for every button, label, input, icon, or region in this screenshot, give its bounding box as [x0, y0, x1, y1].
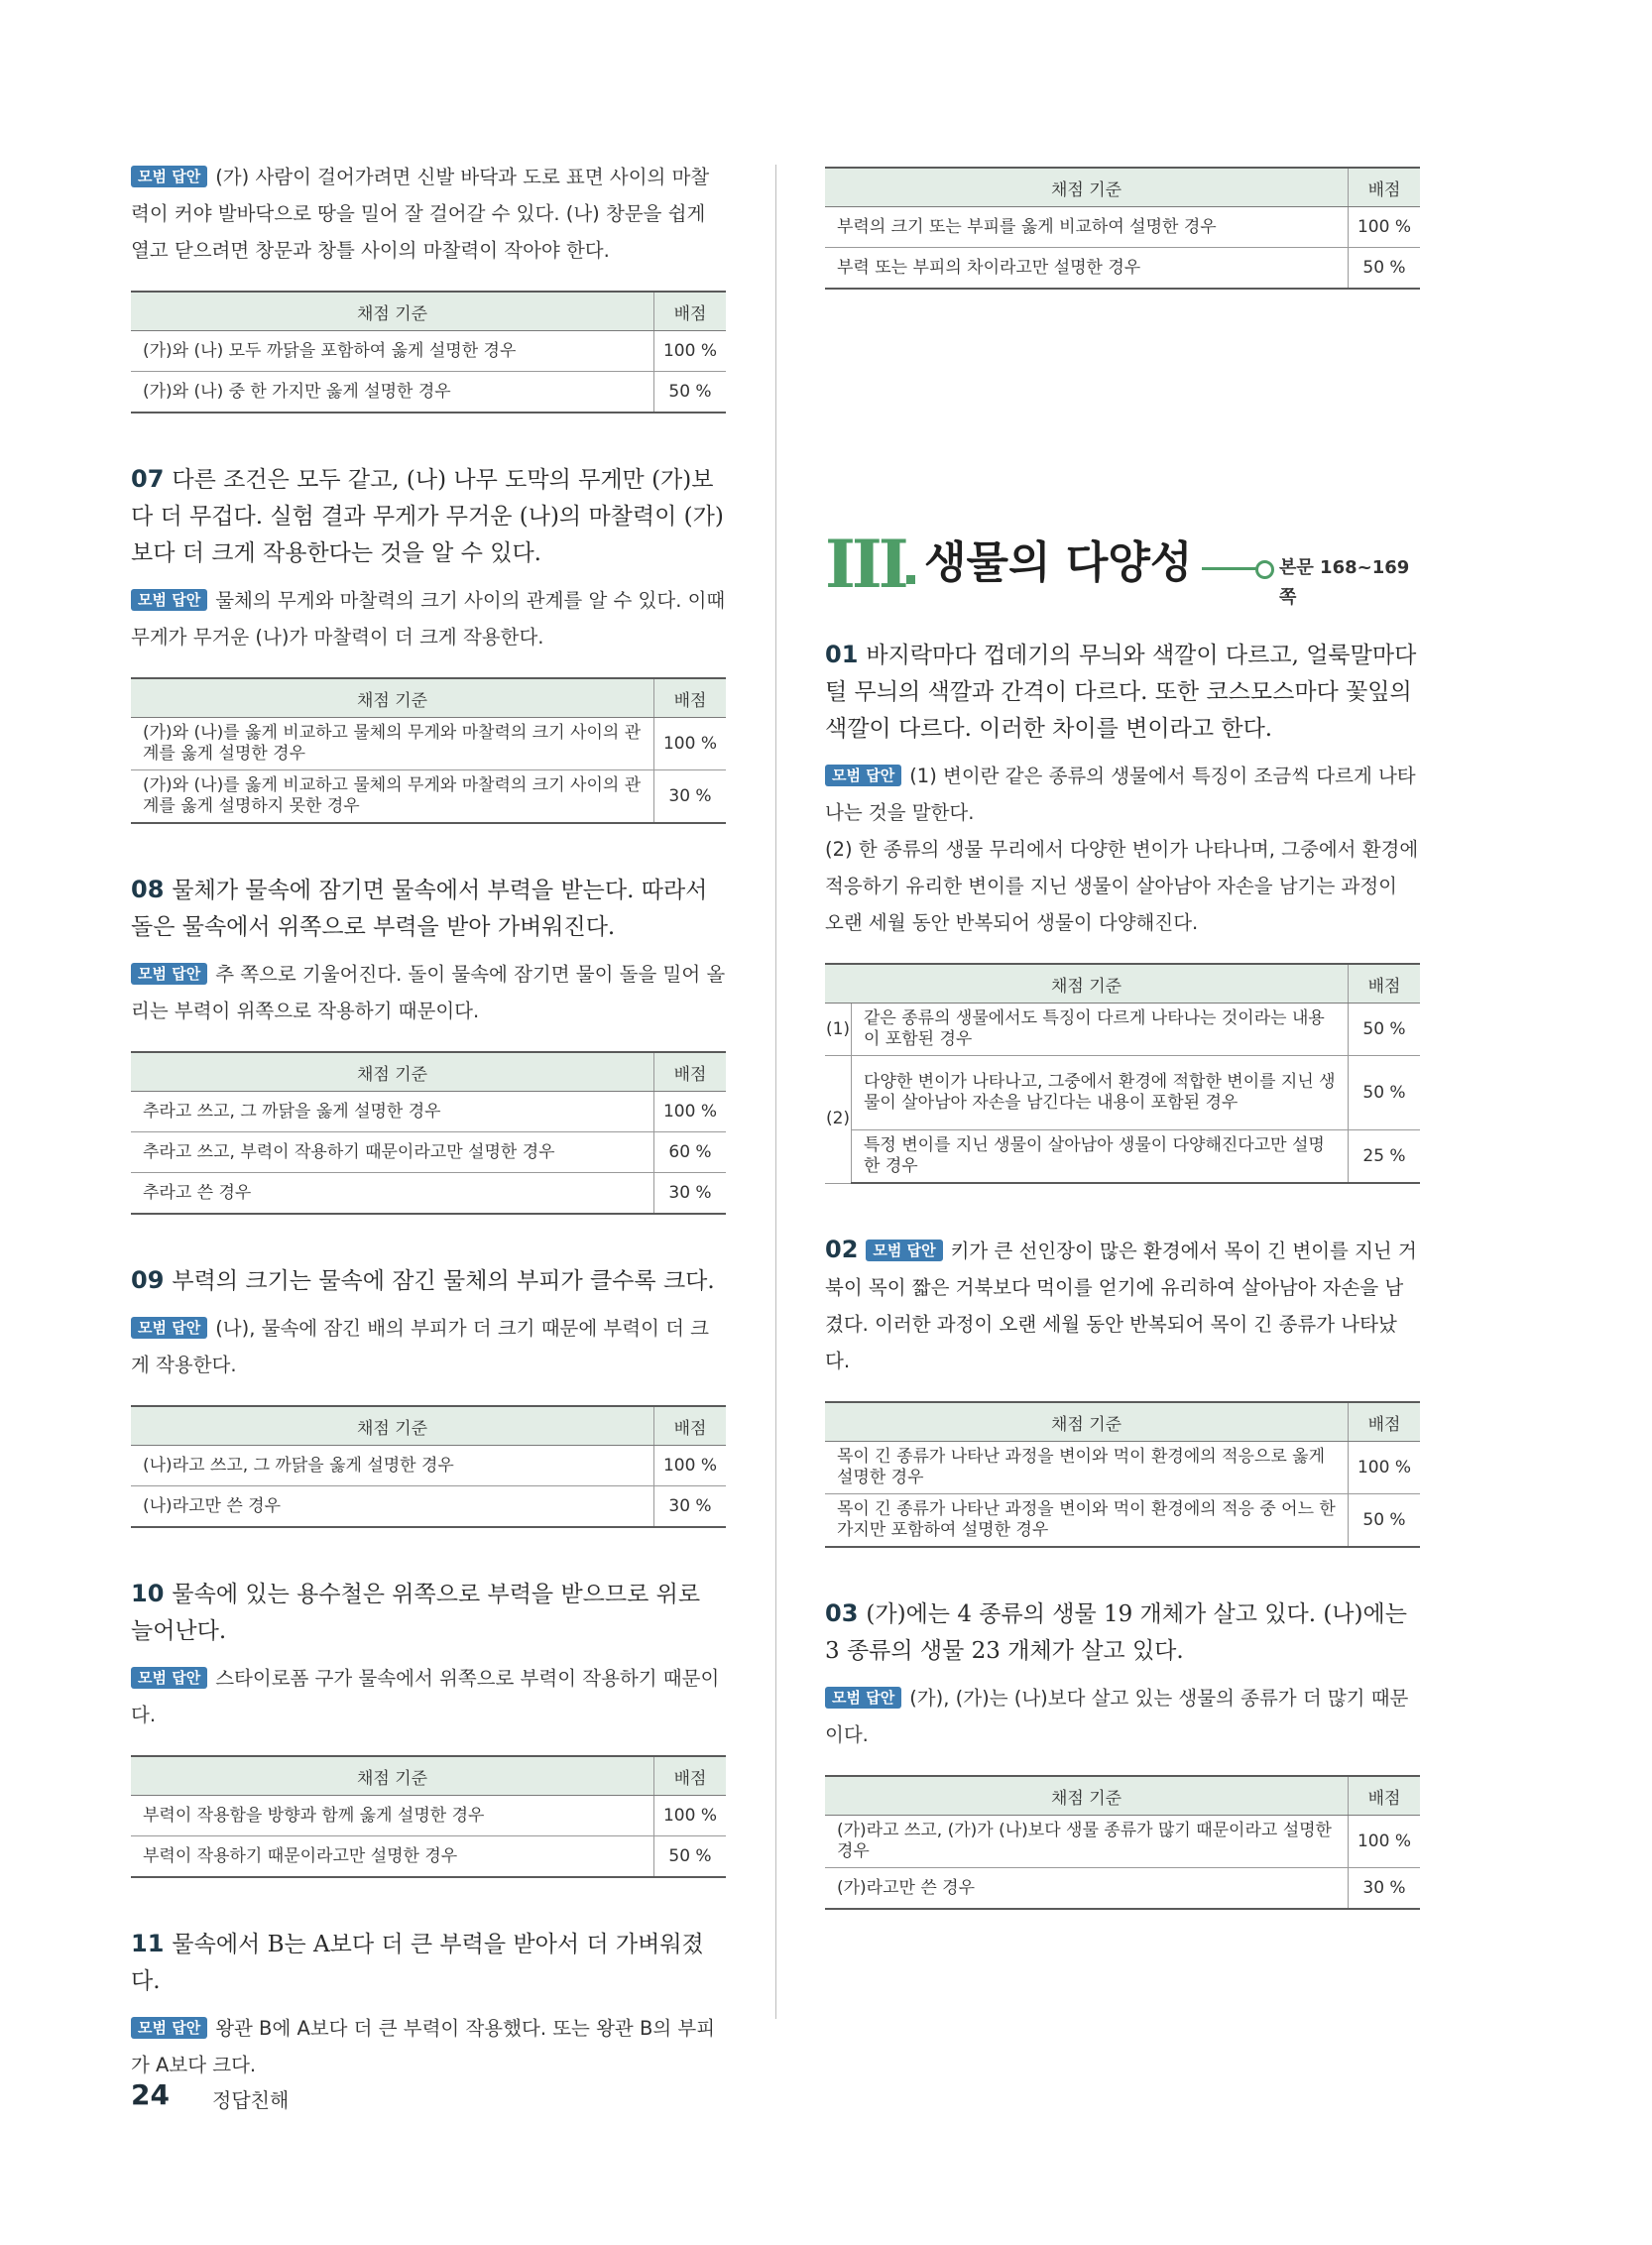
section-circle-icon [1255, 560, 1274, 579]
table-row: (가)라고 쓰고, (가)가 (나)보다 생물 종류가 많기 때문이라고 설명한 경우 100 % [825, 1816, 1420, 1868]
model-answer-badge: 모범 답안 [131, 1667, 207, 1689]
q08-model-answer: 모범 답안 추 쪽으로 기울어진다. 돌이 물속에 잠기면 물이 돌을 밀어 올리는 부력이 위쪽으로 작용하기 때문이다. [131, 963, 726, 1022]
table-row: 부력의 크기 또는 부피를 옳게 비교하여 설명한 경우 100 % [825, 207, 1420, 248]
question-08 [131, 872, 726, 1215]
question-number: 09 [131, 1266, 165, 1294]
section-header [825, 528, 1420, 607]
model-answer-badge: 모범 답안 [131, 589, 207, 611]
footer-label: 정답친해 [212, 2088, 290, 2112]
q09-scoring-table: 채점 기준 배점 (나)라고 쓰고, 그 까닭을 옳게 설명한 경우 100 % (나)라고만 쓴 경우 30 % [131, 1405, 726, 1528]
question-03 [825, 1595, 1420, 1910]
table-row: 부력이 작용하기 때문이라고만 설명한 경우 50 % [131, 1836, 726, 1878]
q01-scoring-table: 채점 기준 배점 (1) 같은 종류의 생물에서도 특징이 다르게 나타나는 것이라는 내용이 포함된 경우 50 % (2) 다양한 변이가 나타나고, 그중에서 환경에 적합한 변이를 지닌 생물이 살아남아 자손을 남긴다는 내용이 포함된 경우 50 % 특정 변이를 지닌 생물이 살아남아 생물이 다양해진다고만 설명한 경우 25 % [825, 963, 1420, 1184]
criteria-header: 채점 기준 [131, 292, 654, 331]
table-row: 목이 긴 종류가 나타난 과정을 변이와 먹이 환경에의 적응으로 옳게 설명한 경우 100 % [825, 1442, 1420, 1494]
table-row: 목이 긴 종류가 나타난 과정을 변이와 먹이 환경에의 적응 중 어느 한 가지만 포함하여 설명한 경우 50 % [825, 1494, 1420, 1548]
question-text: 부력의 크기는 물속에 잠긴 물체의 부피가 클수록 크다. [172, 1268, 715, 1294]
table-row: (나)라고 쓰고, 그 까닭을 옳게 설명한 경우 100 % [131, 1446, 726, 1486]
model-answer-badge: 모범 답안 [131, 1317, 207, 1339]
q02-model-answer: 키가 큰 선인장이 많은 환경에서 목이 긴 변이를 지닌 거북이 목이 짧은 거북보다 먹이를 얻기에 유리하여 살아남아 자손을 남겼다. 이러한 과정이 오랜 세월 동안 반복되어 목이 긴 종류가 나타났다. [825, 1240, 1417, 1372]
question-text: (가)에는 4 종류의 생물 19 개체가 살고 있다. (나)에는 3 종류의 생물 23 개체가 살고 있다. [825, 1601, 1407, 1664]
section-title: 생물의 다양성 [924, 537, 1193, 588]
model-answer-badge: 모범 답안 [825, 765, 901, 786]
question-number: 11 [131, 1930, 165, 1957]
question-number: 02 [825, 1236, 859, 1263]
q11-model-answer: 모범 답안 왕관 B에 A보다 더 큰 부력이 작용했다. 또는 왕관 B의 부피가 A보다 크다. [131, 2017, 716, 2076]
q09-model-answer: 모범 답안 (나), 물속에 잠긴 배의 부피가 더 크기 때문에 부력이 더 크게 작용한다. [131, 1317, 710, 1376]
table-row: (가)와 (나)를 옳게 비교하고 물체의 무게와 마찰력의 크기 사이의 관계를 옳게 설명하지 못한 경우 30 % [131, 770, 726, 824]
table-row: (가)와 (나) 모두 까닭을 포함하여 옳게 설명한 경우 100 % [131, 331, 726, 372]
column-divider [775, 165, 776, 2019]
table-row: (가)와 (나) 중 한 가지만 옳게 설명한 경우 50 % [131, 372, 726, 414]
question-text: 바지락마다 껍데기의 무늬와 색깔이 다르고, 얼룩말마다 털 무늬의 색깔과 간격이 다르다. 또한 코스모스마다 꽃잎의 색깔이 다르다. 이러한 차이를 변이라고 한다. [825, 643, 1417, 742]
table-row: 추라고 쓰고, 그 까닭을 옳게 설명한 경우 100 % [131, 1092, 726, 1132]
q10-scoring-table: 채점 기준 배점 부력이 작용함을 방향과 함께 옳게 설명한 경우 100 % 부력이 작용하기 때문이라고만 설명한 경우 50 % [131, 1755, 726, 1878]
question-text: 물체가 물속에 잠기면 물속에서 부력을 받는다. 따라서 돌은 물속에서 위쪽으로 부력을 받아 가벼워진다. [131, 878, 708, 940]
question-number: 01 [825, 641, 859, 668]
question-number: 03 [825, 1599, 859, 1627]
q10-model-answer: 모범 답안 스타이로폼 구가 물속에서 위쪽으로 부력이 작용하기 때문이다. [131, 1667, 720, 1726]
table-row: 특정 변이를 지닌 생물이 살아남아 생물이 다양해진다고만 설명한 경우 25 % [825, 1130, 1420, 1184]
question-10 [131, 1576, 726, 1878]
section-connector-line [1202, 567, 1259, 570]
question-02 [825, 1232, 1420, 1548]
section-page-reference: 본문 168~169쪽 [1279, 557, 1410, 608]
q03-model-answer: 모범 답안 (가), (가)는 (나)보다 살고 있는 생물의 종류가 더 많기 때문이다. [825, 1687, 1409, 1746]
q03-scoring-table: 채점 기준 배점 (가)라고 쓰고, (가)가 (나)보다 생물 종류가 많기 때문이라고 설명한 경우 100 % (가)라고만 쓴 경우 30 % [825, 1775, 1420, 1910]
q08-scoring-table: 채점 기준 배점 추라고 쓰고, 그 까닭을 옳게 설명한 경우 100 % 추라고 쓰고, 부력이 작용하기 때문이라고만 설명한 경우 60 % 추라고 쓴 경우 30 % [131, 1051, 726, 1215]
model-answer-badge: 모범 답안 [131, 2017, 207, 2039]
model-answer-badge: 모범 답안 [866, 1240, 942, 1261]
score-header: 배점 [654, 292, 727, 331]
q02-scoring-table: 채점 기준 배점 목이 긴 종류가 나타난 과정을 변이와 먹이 환경에의 적응으로 옳게 설명한 경우 100 % 목이 긴 종류가 나타난 과정을 변이와 먹이 환경에의 적응 중 어느 한 가지만 포함하여 설명한 경우 50 % [825, 1401, 1420, 1548]
q06-model-answer: 모범 답안 (가) 사람이 걸어가려면 신발 바닥과 도로 표면 사이의 마찰력이 커야 발바닥으로 땅을 밀어 잘 걸어갈 수 있다. (나) 창문을 쉽게 열고 닫으려면 창문과 창틀 사이의 마찰력이 작아야 한다. [131, 166, 710, 262]
page-number: 24 [131, 2078, 170, 2111]
model-answer-badge: 모범 답안 [825, 1687, 901, 1709]
question-number: 07 [131, 465, 165, 493]
table-row: (나)라고만 쓴 경우 30 % [131, 1486, 726, 1528]
table-row: 추라고 쓴 경우 30 % [131, 1173, 726, 1215]
table-row: 부력이 작용함을 방향과 함께 옳게 설명한 경우 100 % [131, 1796, 726, 1836]
model-answer-badge: 모범 답안 [131, 963, 207, 985]
q06-scoring-table [131, 291, 726, 414]
question-text: 물속에 있는 용수철은 위쪽으로 부력을 받으므로 위로 늘어난다. [131, 1582, 701, 1644]
q01-model-answer-2: (2) 한 종류의 생물 무리에서 다양한 변이가 나타나며, 그중에서 환경에 적응하기 유리한 변이를 지닌 생물이 살아남아 자손을 남기는 과정이 오랜 세월 동안 반복되어 생물이 다양해진다. [825, 838, 1419, 934]
question-09 [131, 1262, 726, 1528]
table-row: (가)라고만 쓴 경우 30 % [825, 1868, 1420, 1910]
q12-scoring-table: 채점 기준 배점 부력의 크기 또는 부피를 옳게 비교하여 설명한 경우 100 % 부력 또는 부피의 차이라고만 설명한 경우 50 % [825, 167, 1420, 290]
table-row: (2) 다양한 변이가 나타나고, 그중에서 환경에 적합한 변이를 지닌 생물이 살아남아 자손을 남긴다는 내용이 포함된 경우 50 % [825, 1056, 1420, 1130]
question-number: 10 [131, 1580, 165, 1607]
section-number: III [825, 526, 905, 603]
table-row: 부력 또는 부피의 차이라고만 설명한 경우 50 % [825, 248, 1420, 290]
table-row: (1) 같은 종류의 생물에서도 특징이 다르게 나타나는 것이라는 내용이 포함된 경우 50 % [825, 1004, 1420, 1056]
table-row: (가)와 (나)를 옳게 비교하고 물체의 무게와 마찰력의 크기 사이의 관계를 옳게 설명한 경우 100 % [131, 718, 726, 770]
question-07 [131, 461, 726, 824]
right-column [825, 167, 1420, 1910]
question-01 [825, 637, 1420, 1184]
question-number: 08 [131, 876, 165, 903]
q01-model-answer: 모범 답안 (1) 변이란 같은 종류의 생물에서 특징이 조금씩 다르게 나타나는 것을 말한다. [825, 765, 1416, 824]
left-column [131, 159, 726, 2083]
table-row: 추라고 쓰고, 부력이 작용하기 때문이라고만 설명한 경우 60 % [131, 1132, 726, 1173]
question-text: 물속에서 B는 A보다 더 큰 부력을 받아서 더 가벼워졌다. [131, 1932, 704, 1994]
q07-model-answer: 모범 답안 물체의 무게와 마찰력의 크기 사이의 관계를 알 수 있다. 이때 무게가 무거운 (나)가 마찰력이 더 크게 작용한다. [131, 589, 726, 649]
model-answer-badge: 모범 답안 [131, 166, 207, 187]
question-11 [131, 1926, 726, 2083]
section-dot [906, 575, 915, 584]
question-text: 다른 조건은 모두 같고, (나) 나무 도막의 무게만 (가)보다 더 무겁다. 실험 결과 무게가 무거운 (나)의 마찰력이 (가)보다 더 크게 작용한다는 것을 알 수 있다. [131, 467, 724, 566]
q07-scoring-table: 채점 기준 배점 (가)와 (나)를 옳게 비교하고 물체의 무게와 마찰력의 크기 사이의 관계를 옳게 설명한 경우 100 % (가)와 (나)를 옳게 비교하고 물체의 무게와 마찰력의 크기 사이의 관계를 옳게 설명하지 못한 경우 30 % [131, 677, 726, 824]
